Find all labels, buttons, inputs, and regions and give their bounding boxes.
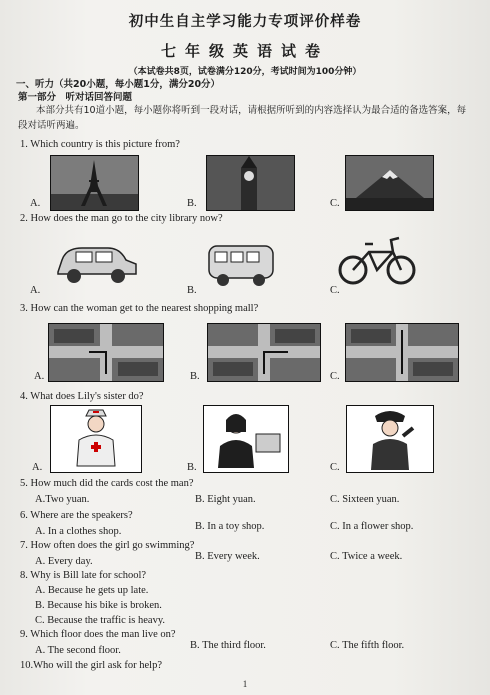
eiffel-tower-picture [50,155,139,211]
question-10: 10.Who will the girl ask for help? [20,660,163,671]
q7-option-c[interactable]: C. Twice a week. [330,551,403,562]
q6-option-b[interactable]: B. In a toy shop. [195,521,265,532]
bicycle-picture [337,232,417,286]
instruction-text: 本部分共有10道小题，每小题你将听到一段对话，请根据所听到的内容选择认为最合适的备选答案，每段对话听两遍。 [18,105,467,131]
police-officer-picture [346,405,434,473]
q1-option-a[interactable]: A. [30,198,41,209]
q8-option-a[interactable]: A. Because he gets up late. [35,585,149,596]
question-4: 4. What does Lily's sister do? [20,391,144,402]
q5-option-b[interactable]: B. Eight yuan. [195,494,256,505]
route-map-b [207,323,321,382]
q4-option-c[interactable]: C. [330,462,340,473]
route-map-c [345,323,459,382]
q1-option-b[interactable]: B. [187,198,197,209]
q4-option-a[interactable]: A. [32,462,43,473]
part-title: 第一部分 听对话回答问题 [18,92,133,103]
exam-subtitle: 七年级英语试卷 [160,42,329,60]
question-6: 6. Where are the speakers? [20,510,133,521]
teacher-picture [203,405,289,473]
q1-option-c[interactable]: C. [330,198,340,209]
q7-option-b[interactable]: B. Every week. [195,551,260,562]
q7-option-a[interactable]: A. Every day. [35,556,93,567]
q8-option-b[interactable]: B. Because his bike is broken. [35,600,162,611]
q2-option-b[interactable]: B. [187,285,197,296]
route-map-a [48,323,164,382]
exam-note: （本试卷共8页，试卷满分120分，考试时间为100分钟） [128,67,362,77]
question-1: 1. Which country is this picture from? [20,139,180,150]
question-5: 5. How much did the cards cost the man? [20,478,194,489]
nurse-picture [50,405,142,473]
section-heading: 一、听力（共20小题，每小题1分，满分20分） [16,79,221,90]
q3-option-b[interactable]: B. [190,371,200,382]
bus-picture [205,240,277,288]
q8-option-c[interactable]: C. Because the traffic is heavy. [35,615,166,626]
q9-option-a[interactable]: A. The second floor. [35,645,121,656]
car-picture [52,240,142,288]
q5-option-a[interactable]: A.Two yuan. [35,494,90,505]
question-2: 2. How does the man go to the city library now? [20,213,223,224]
q9-option-b[interactable]: B. The third floor. [190,640,266,651]
q5-option-c[interactable]: C. Sixteen yuan. [330,494,400,505]
mount-fuji-picture [345,155,434,211]
q2-option-c[interactable]: C. [330,285,340,296]
question-3: 3. How can the woman get to the nearest shopping mall? [20,303,259,314]
q2-option-a[interactable]: A. [30,285,41,296]
question-8: 8. Why is Bill late for school? [20,570,147,581]
big-ben-picture [206,155,295,211]
q4-option-b[interactable]: B. [187,462,197,473]
q9-option-c[interactable]: C. The fifth floor. [330,640,405,651]
q3-option-a[interactable]: A. [34,371,45,382]
page-number: 1 [242,679,248,689]
q6-option-a[interactable]: A. In a clothes shop. [35,526,122,537]
q3-option-c[interactable]: C. [330,371,340,382]
question-9: 9. Which floor does the man live on? [20,629,176,640]
exam-title: 初中生自主学习能力专项评价样卷 [128,14,362,30]
question-7: 7. How often does the girl go swimming? [20,540,195,551]
q6-option-c[interactable]: C. In a flower shop. [330,521,414,532]
